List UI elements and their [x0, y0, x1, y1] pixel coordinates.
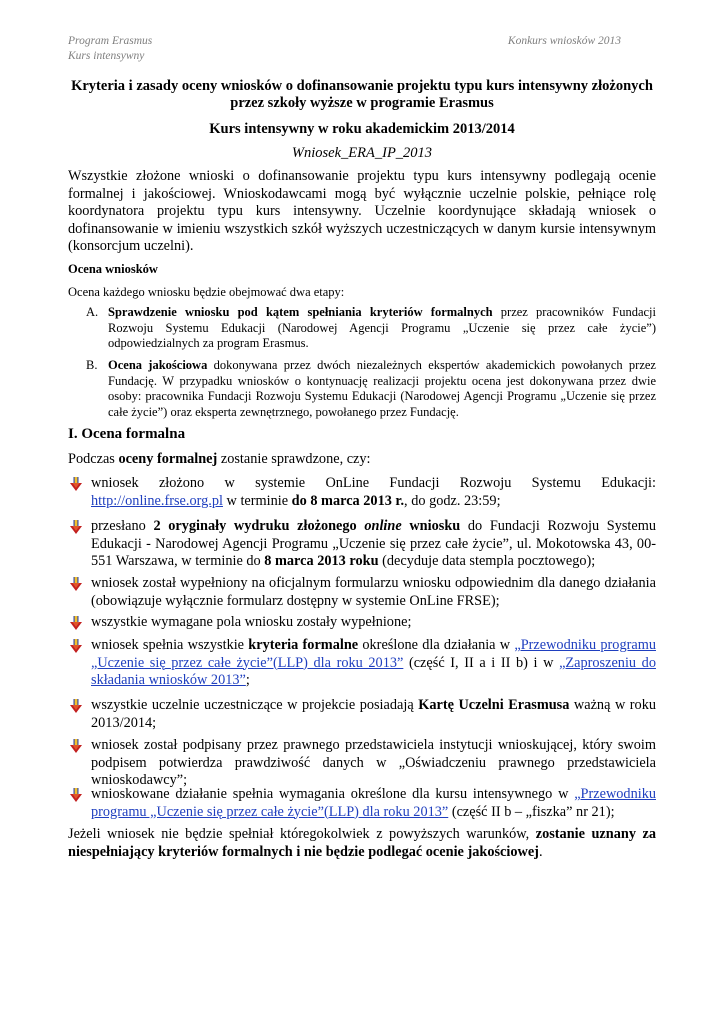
arrow-down-icon — [70, 520, 82, 534]
document-title: Kryteria i zasady oceny wniosków o dofinansowanie projektu typu kurs intensywny złożonych przez szkoły wyższe w programie Erasmus — [71, 78, 653, 111]
header-course: Kurs intensywny — [68, 50, 145, 62]
stage-title: Ocena jakościowa — [108, 358, 208, 372]
formal-heading: I. Ocena formalna — [68, 426, 186, 442]
criterion-item: wniosek złożono w systemie OnLine Fundacji Rozwoju Systemu Edukacji: http://online.frse.org.pl w terminie do 8 marca 2013 r., do godz. 23:59; — [68, 475, 656, 510]
criterion-item: przesłano 2 oryginały wydruku złożonego online wniosku do Fundacji Rozwoju Systemu Edukacji - Narodowej Agencji Programu „Uczenie się przez całe życie”, ul. Mokotowska 43, 00-551 Warszawa, w terminie do 8 marca 2013 roku (decyduje data stempla pocztowego); — [68, 518, 656, 571]
arrow-down-icon — [70, 699, 82, 713]
evaluation-heading: Ocena wniosków — [68, 262, 158, 276]
frse-online-link[interactable]: http://online.frse.org.pl — [91, 492, 223, 509]
arrow-down-icon — [70, 577, 82, 591]
stage-item-b — [68, 358, 656, 420]
criterion-item: wniosek spełnia wszystkie kryteria formalne określone dla działania w „Przewodniku programu „Uczenie się przez całe życie”(LLP) dla roku 2013” (część I, II a i II b) i w „Zaproszeniu do składania wniosków 2013”; — [68, 637, 656, 690]
application-id: Wniosek_ERA_IP_2013 — [291, 145, 433, 161]
stage-item-a — [68, 305, 656, 352]
stage-text: przez pracowników Fundacji Rozwoju Systemu Edukacji (Narodowej Agencji Programu „Uczenie się przez całe życie”) odpowiedzialnych za program Erasmus. — [108, 305, 656, 351]
running-header-left — [68, 34, 152, 64]
intro-paragraph: Wszystkie złożone wnioski o dofinansowanie projektu typu kurs intensywny podlegają ocenie formalnej i jakościowej. Wnioskodawcami mogą być wyłącznie uczelnie polskie, pełniące rolę koordynatora projektu typu kurs intensywny. Uczelnie koordynujące składają wniosek o dofinansowanie w imieniu wszystkich szkół wyższych uczestniczących w danym kursie intensywnym (konsorcjum uczelni). — [68, 168, 656, 255]
criterion-item: wniosek został podpisany przez prawnego przedstawiciela instytucji wnioskującej, który swoim podpisem potwierdza prawdziwość danych w „Oświadczeniu prawnego przedstawiciela wnioskodawcy”; — [68, 737, 656, 790]
header-program: Program Erasmus — [68, 35, 153, 47]
arrow-down-icon — [70, 739, 82, 753]
running-header-right: Konkurs wniosków 2013 — [507, 35, 621, 47]
stage-letter: B. — [86, 358, 98, 372]
evaluation-lead: Ocena każdego wniosku będzie obejmować dwa etapy: — [68, 285, 345, 299]
criterion-item: wnioskowane działanie spełnia wymagania określone dla kursu intensywnego w „Przewodniku programu „Uczenie się przez całe życie”(LLP) dla roku 2013” (część II b – „fiszka” nr 21); — [68, 786, 656, 821]
arrow-down-icon — [70, 639, 82, 653]
document-subtitle: Kurs intensywny w roku akademickim 2013/2014 — [209, 121, 515, 137]
criterion-item: wniosek został wypełniony na oficjalnym formularzu wniosku odpowiednim dla danego działania (obowiązuje wyłącznie formularz dostępny w systemie OnLine FRSE); — [68, 575, 656, 610]
stage-letter: A. — [86, 305, 99, 319]
call-for-proposals-link[interactable]: „Zaproszeniu do składania wniosków 2013” — [91, 654, 656, 689]
guide-link[interactable]: „Przewodniku programu „Uczenie się przez całe życie”(LLP) dla roku 2013” — [91, 786, 656, 820]
closing-paragraph: Jeżeli wniosek nie będzie spełniał któregokolwiek z powyższych warunków, zostanie uznany za niespełniający kryteriów formalnych i nie będzie podlegać ocenie jakościowej. — [68, 826, 656, 860]
guide-link[interactable]: „Przewodniku programu „Uczenie się przez całe życie”(LLP) dla roku 2013” — [91, 637, 656, 671]
arrow-down-icon — [70, 616, 82, 630]
stage-text: dokonywana przez dwóch niezależnych ekspertów akademickich powołanych przez Fundację. W przypadku wniosków o kontynuację realizacji projektu ocena jest dokonywana przez dwie osoby: pracownika Fundacji Rozwoju Systemu Edukacji (Narodowej Agencji Programu „Uczenie się przez całe życie”) oraz eksperta zewnętrznego, powołanego przez Fundację. — [108, 358, 656, 419]
arrow-down-icon — [70, 788, 82, 802]
stage-title: Sprawdzenie wniosku pod kątem spełniania kryteriów formalnych — [108, 305, 493, 319]
criterion-item: wszystkie uczelnie uczestniczące w projekcie posiadają Kartę Uczelni Erasmusa ważną w roku 2013/2014; — [68, 697, 656, 732]
criterion-item: wszystkie wymagane pola wniosku zostały wypełnione; — [68, 614, 656, 632]
formal-lead: Podczas oceny formalnej zostanie sprawdzone, czy: — [68, 451, 371, 467]
arrow-down-icon — [70, 477, 82, 491]
